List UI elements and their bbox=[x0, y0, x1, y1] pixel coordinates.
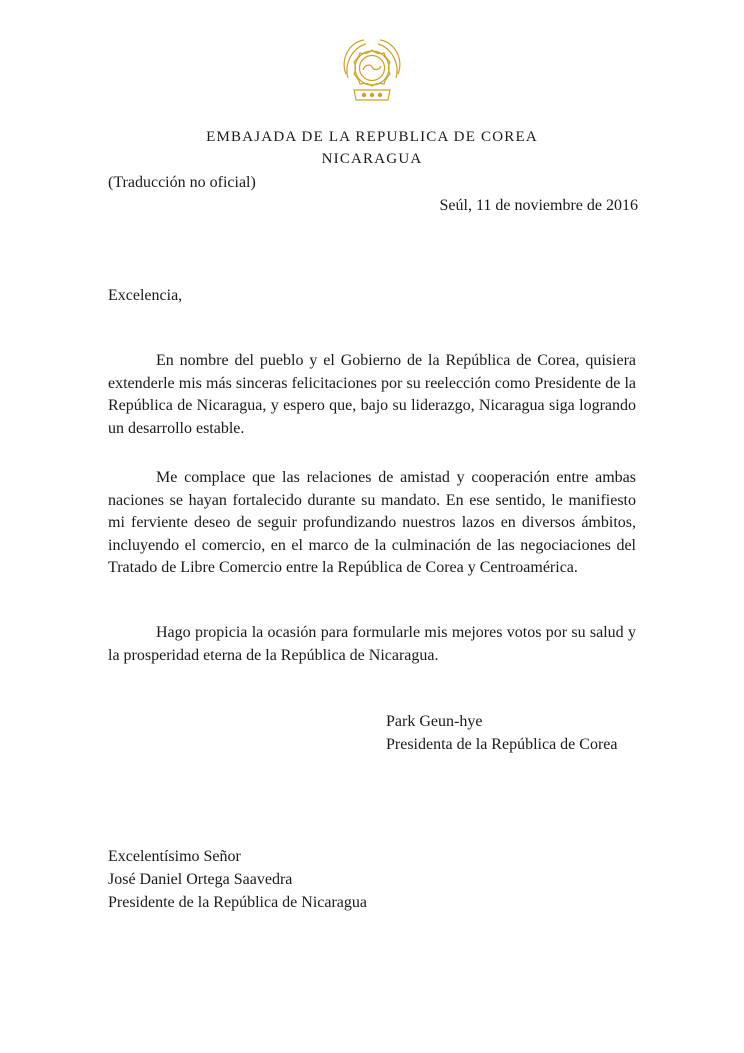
body-paragraph-3: Hago propicia la ocasión para formularle mis mejores votos por su salud y la prosperidad eterna de la República de Nicaragua. bbox=[108, 624, 636, 664]
addressee-title: Presidente de la República de Nicaragua bbox=[108, 894, 367, 911]
signer-title: Presidenta de la República de Corea bbox=[386, 736, 618, 753]
addressee-name: José Daniel Ortega Saavedra bbox=[108, 871, 293, 888]
salutation: Excelencia, bbox=[108, 287, 183, 304]
body-paragraph-2: Me complace que las relaciones de amistad y cooperación entre ambas naciones se hayan fortalecido durante su mandato. En ese sentido, le manifiesto mi ferviente deseo de seguir profundizando nuestros lazos en diversos ámbitos, incluyendo el comercio, en el marco de la culminación de las negociaciones del Tratado de Libre Comercio entre la República de Corea y Centroamérica. bbox=[108, 469, 636, 576]
embassy-country: NICARAGUA bbox=[321, 151, 423, 167]
signature-block bbox=[386, 710, 617, 756]
signer-name: Park Geun-hye bbox=[386, 713, 483, 730]
addressee-block bbox=[108, 845, 367, 914]
translation-note: (Traducción no oficial) bbox=[108, 174, 256, 191]
korean-national-seal-icon bbox=[332, 34, 412, 108]
body-paragraph-1: En nombre del pueblo y el Gobierno de la República de Corea, quisiera extenderle mis más sinceras felicitaciones por su reelección como Presidente de la República de Nicaragua, y espero que, bajo su liderazgo, Nicaragua siga logrando un desarrollo estable. bbox=[108, 352, 636, 437]
embassy-title: EMBAJADA DE LA REPUBLICA DE COREA bbox=[206, 129, 538, 145]
addressee-honorific: Excelentísimo Señor bbox=[108, 848, 241, 865]
letter-date: Seúl, 11 de noviembre de 2016 bbox=[439, 197, 638, 214]
